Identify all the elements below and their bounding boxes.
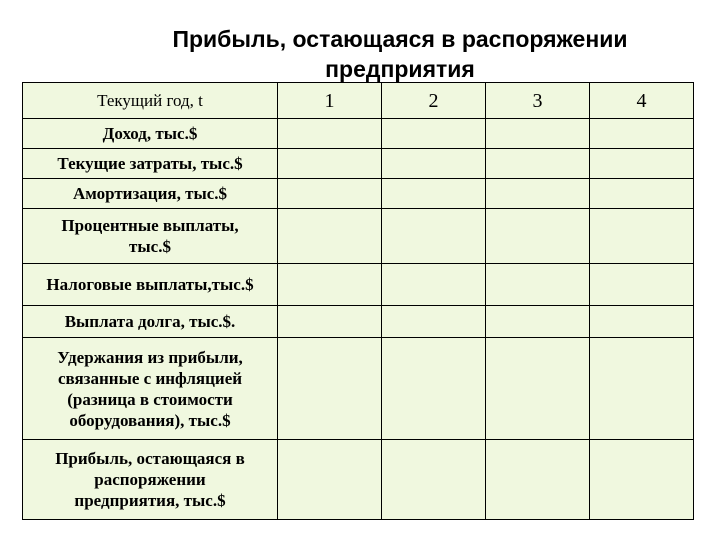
current-year-header: Текущий год, t — [23, 83, 278, 119]
row-label-taxes — [23, 264, 278, 306]
table-row-income — [23, 119, 694, 149]
row-label-line: тыс.$ — [129, 237, 171, 256]
table-cell — [382, 338, 486, 440]
table-row-inflation — [23, 338, 694, 440]
year-header-4: 4 — [590, 83, 694, 119]
table-cell — [486, 209, 590, 264]
table-cell — [486, 179, 590, 209]
row-label-current-costs — [23, 149, 278, 179]
row-label-line: связанные с инфляцией — [57, 368, 243, 388]
table-cell — [382, 306, 486, 338]
table-cell — [278, 209, 382, 264]
table-row-current-costs — [23, 149, 694, 179]
row-label-line: Удержания из прибыли, — [57, 347, 243, 367]
row-label-line: Налоговые выплаты,тыс.$ — [46, 274, 254, 294]
table-row-retained-profit — [23, 440, 694, 520]
table-cell — [590, 119, 694, 149]
table-cell — [382, 209, 486, 264]
slide-title-line-1: Прибыль, остающаяся в распоряжении — [172, 26, 628, 52]
table-cell — [278, 306, 382, 338]
year-header-3: 3 — [486, 83, 590, 119]
table-cell — [382, 179, 486, 209]
table-header-row — [23, 83, 694, 119]
table-cell — [382, 440, 486, 520]
table-cell — [590, 264, 694, 306]
row-label-line: распоряжении — [94, 470, 206, 489]
profit-table — [22, 82, 694, 520]
row-label-line: Процентные выплаты, — [61, 216, 239, 235]
table-cell — [590, 306, 694, 338]
table-cell — [486, 440, 590, 520]
table-cell — [486, 264, 590, 306]
row-label-line: Амортизация, тыс.$ — [72, 183, 228, 203]
table-cell — [590, 440, 694, 520]
table-cell — [590, 209, 694, 264]
row-label-line: Доход, тыс.$ — [102, 123, 198, 143]
table-cell — [486, 306, 590, 338]
table-cell — [382, 149, 486, 179]
year-header-2: 2 — [382, 83, 486, 119]
table-row-debt — [23, 306, 694, 338]
table-cell — [382, 264, 486, 306]
table-cell — [486, 338, 590, 440]
row-label-debt — [23, 306, 278, 338]
slide-title-line-2: предприятия — [325, 56, 475, 82]
table-cell — [486, 119, 590, 149]
table-cell — [278, 440, 382, 520]
row-label-line: Выплата долга, тыс.$. — [64, 311, 236, 331]
row-label-line: предприятия, тыс.$ — [74, 491, 226, 510]
table-cell — [590, 338, 694, 440]
slide-title — [150, 24, 650, 84]
row-label-line: (разница в стоимости — [67, 389, 233, 409]
table-cell — [278, 338, 382, 440]
table-cell — [278, 149, 382, 179]
row-label-retained-profit — [23, 440, 278, 520]
row-label-line: Прибыль, остающаяся в — [55, 449, 245, 468]
table-cell — [590, 179, 694, 209]
table-cell — [590, 149, 694, 179]
row-label-depreciation — [23, 179, 278, 209]
row-label-inflation — [23, 338, 278, 440]
table-cell — [278, 179, 382, 209]
table-row-taxes — [23, 264, 694, 306]
row-label-line: оборудования), тыс.$ — [69, 410, 231, 430]
row-label-interest — [23, 209, 278, 264]
table-cell — [278, 119, 382, 149]
table-row-depreciation — [23, 179, 694, 209]
table-cell — [382, 119, 486, 149]
table-row-interest — [23, 209, 694, 264]
table-cell — [486, 149, 590, 179]
row-label-income — [23, 119, 278, 149]
year-header-1: 1 — [278, 83, 382, 119]
row-label-line: Текущие затраты, тыс.$ — [57, 153, 243, 173]
table-cell — [278, 264, 382, 306]
